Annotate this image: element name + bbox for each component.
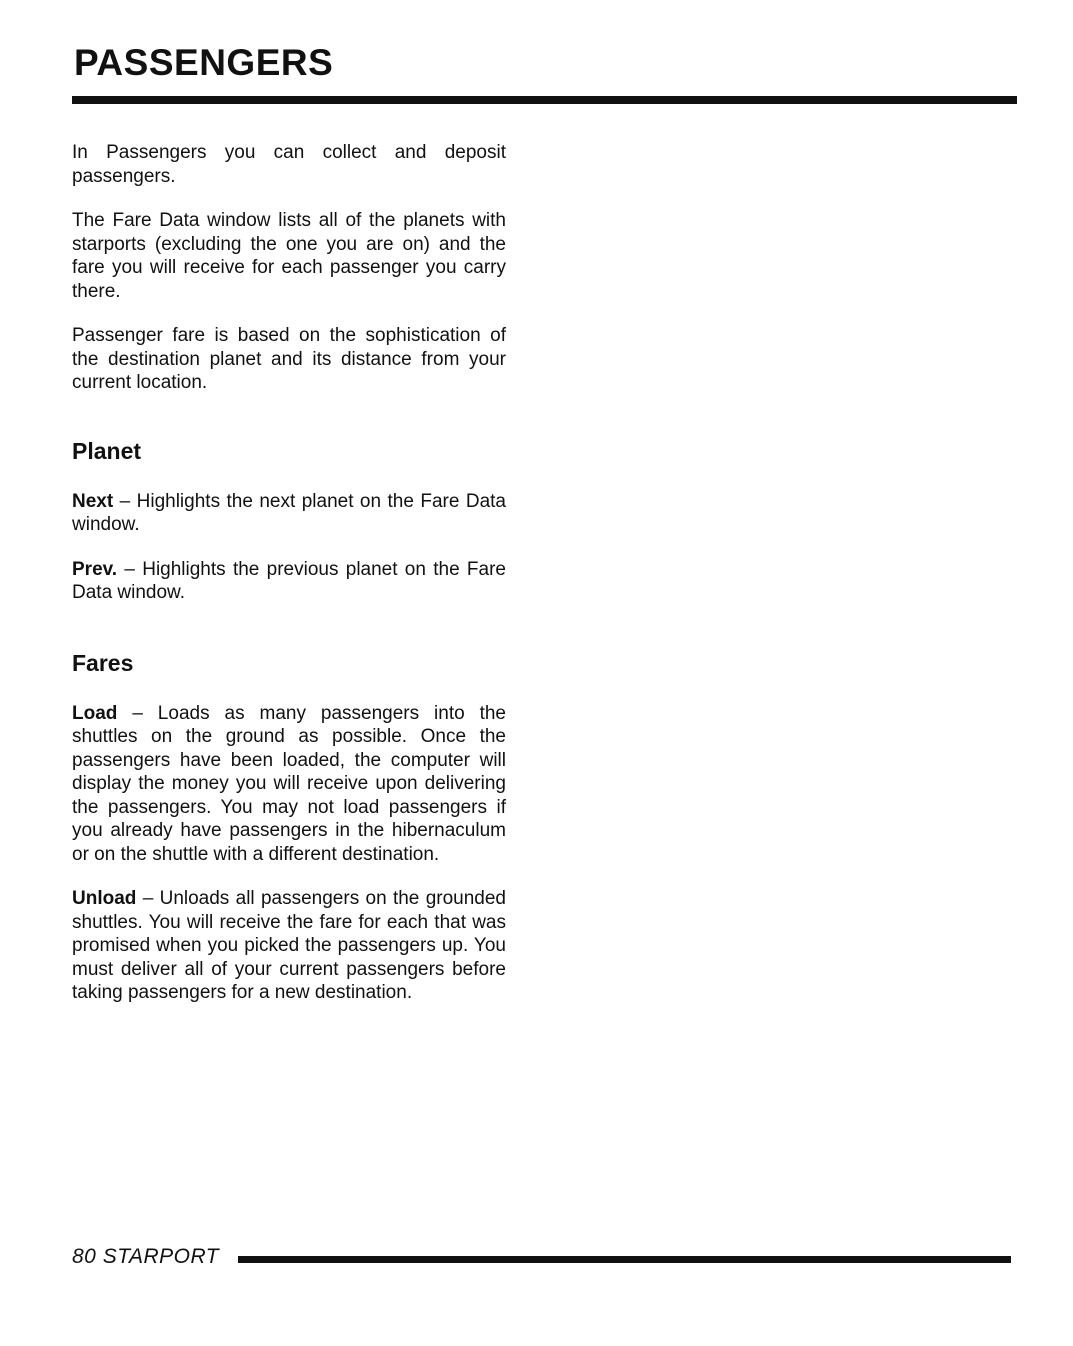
section-heading-fares: Fares <box>72 649 134 676</box>
intro-paragraph-1: In Passengers you can collect and deposit passengers. <box>72 142 506 187</box>
intro-paragraph-2: The Fare Data window lists all of the planets with starports (excluding the one you are on) and the fare you will receive for each passenger you carry there. <box>72 210 506 302</box>
description-prev: – Highlights the previous planet on the Fare Data window. <box>72 558 506 603</box>
definition-next <box>72 490 506 537</box>
term-unload: Unload <box>72 888 137 909</box>
term-load: Load <box>72 702 118 724</box>
footer-rule <box>238 1256 1011 1263</box>
description-unload: – Unloads all passengers on the grounded shuttles. You will receive the fare for each that was promised when you picked the passengers up. You must deliver all of your current passengers before taking passengers for a new destination. <box>72 888 506 1003</box>
page-footer <box>72 1245 1017 1275</box>
description-next: – Highlights the next planet on the Fare Data window. <box>72 490 506 535</box>
definition-load <box>72 702 506 867</box>
content-column <box>72 141 506 1026</box>
definition-prev <box>72 558 506 605</box>
definition-unload <box>72 887 506 1005</box>
term-next: Next <box>72 490 114 512</box>
term-prev: Prev. <box>72 558 118 580</box>
page-title: PASSENGERS <box>74 42 334 83</box>
footer-page-label: 80 STARPORT <box>72 1245 220 1268</box>
description-load: – Loads as many passengers into the shuttles on the ground as possible. Once the passengers have been loaded, the computer will display the money you will receive upon delivering the passengers. You may not load passengers if you already have passengers in the hibernaculum or on the shuttle with a different destination. <box>72 702 506 865</box>
intro-paragraph-3: Passenger fare is based on the sophistication of the destination planet and its distance from your current location. <box>72 325 506 393</box>
section-heading-planet: Planet <box>72 437 142 464</box>
title-rule <box>72 96 1017 104</box>
